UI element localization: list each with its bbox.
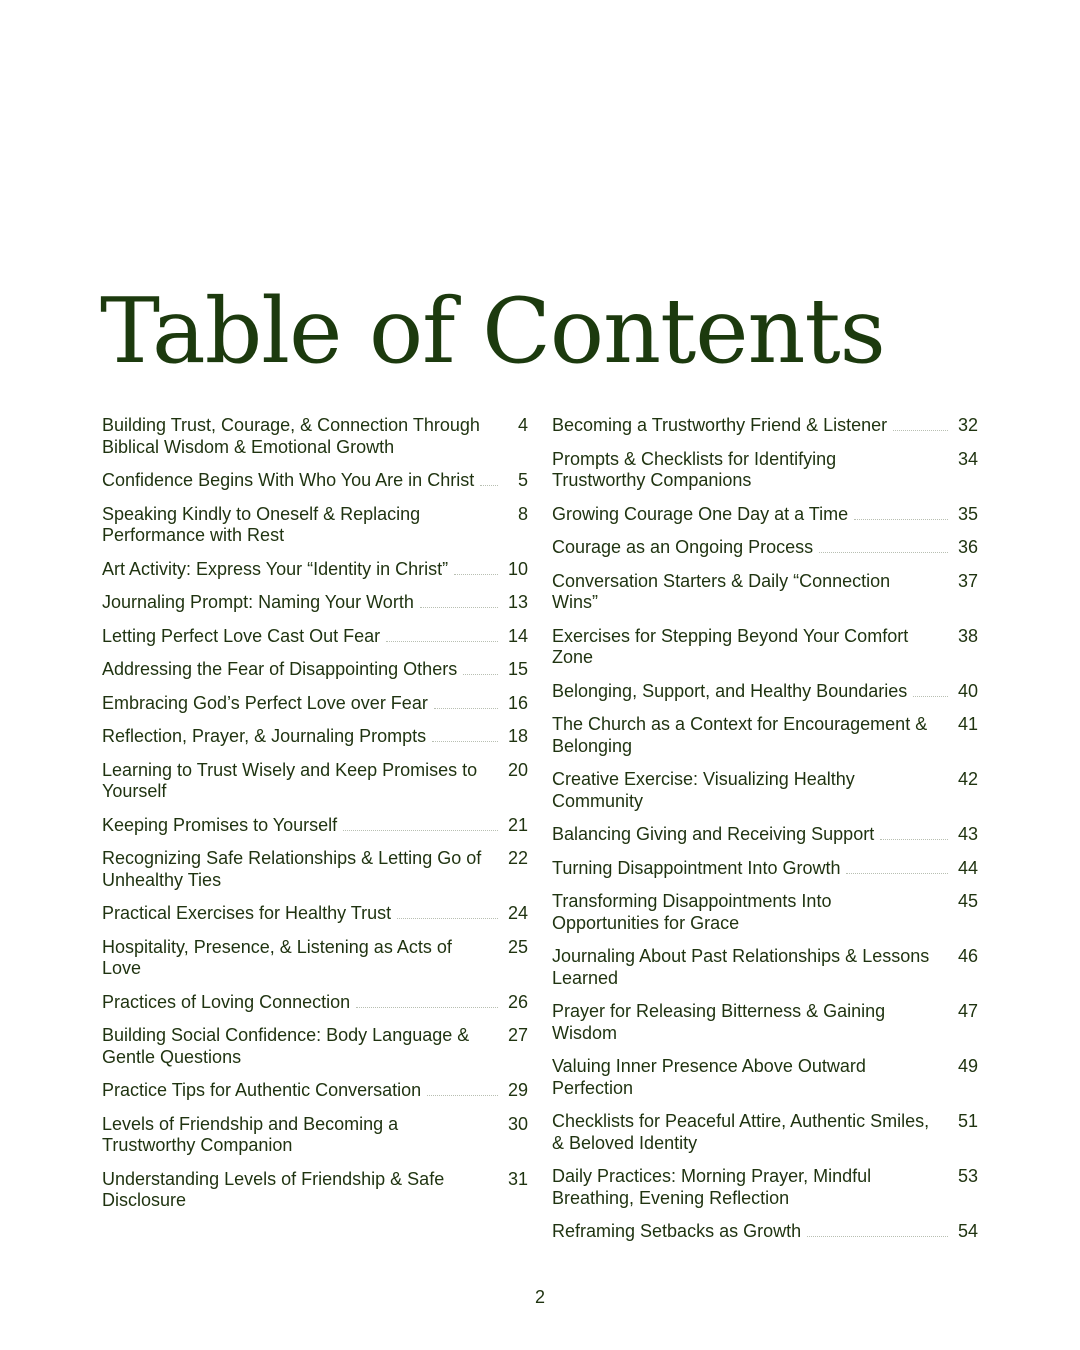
toc-entry-page: 26	[507, 991, 528, 1012]
dot-leader	[490, 848, 498, 864]
toc-entry[interactable]	[102, 848, 528, 891]
toc-entry[interactable]	[552, 1001, 978, 1044]
page-number: 2	[534, 1287, 545, 1307]
toc-entry-title: Keeping Promises to Yourself	[102, 814, 338, 835]
toc-entry[interactable]	[102, 693, 528, 715]
dot-leader	[386, 626, 498, 642]
toc-entry-page: 49	[957, 1056, 978, 1076]
dot-leader	[480, 470, 498, 486]
toc-entry-title: Prayer for Releasing Bitterness & Gaining Wisdom	[552, 1001, 886, 1043]
toc-entry-title: Understanding Levels of Friendship & Safe Disclosure	[102, 1168, 445, 1210]
toc-entry[interactable]	[552, 626, 978, 669]
toc-entry-page: 45	[957, 891, 978, 911]
toc-entry[interactable]	[552, 449, 978, 492]
toc-entry[interactable]	[102, 992, 528, 1014]
toc-entry-page: 42	[957, 769, 978, 789]
toc-entry-title: Balancing Giving and Receiving Support	[552, 824, 875, 844]
toc-entry-title: Daily Practices: Morning Prayer, Mindful Breathing, Evening Reflection	[552, 1166, 872, 1208]
toc-entry-page: 20	[507, 759, 528, 780]
toc-entry-title: Journaling About Past Relationships & Lessons Learned	[552, 946, 930, 988]
toc-entry-page: 14	[507, 625, 528, 646]
toc-entry[interactable]	[552, 1221, 978, 1243]
toc-entry-title: Building Social Confidence: Body Language & Gentle Questions	[102, 1025, 470, 1067]
toc-entry-page: 30	[507, 1113, 528, 1134]
toc-entry[interactable]	[102, 903, 528, 925]
toc-entry-page: 22	[507, 848, 528, 868]
toc-entry[interactable]	[102, 470, 528, 492]
dot-leader	[940, 1001, 948, 1017]
toc-entry[interactable]	[552, 1056, 978, 1099]
toc-entry-page: 54	[957, 1221, 978, 1241]
dot-leader	[490, 1025, 498, 1041]
toc-entry-page: 43	[957, 824, 978, 844]
toc-entry-page: 5	[517, 470, 528, 490]
toc-entry-page: 51	[957, 1111, 978, 1131]
toc-entry[interactable]	[102, 937, 528, 980]
toc-entry-title: Practice Tips for Authentic Conversation	[102, 1080, 422, 1100]
toc-entry[interactable]	[552, 681, 978, 703]
toc-entry-page: 16	[507, 692, 528, 713]
toc-column-right	[552, 415, 978, 1255]
toc-entry[interactable]	[102, 626, 528, 648]
toc-entry-title: Recognizing Safe Relationships & Letting Go of Unhealthy Ties	[102, 848, 482, 890]
dot-leader	[940, 449, 948, 465]
toc-entry[interactable]	[102, 1080, 528, 1102]
dot-leader	[490, 760, 498, 776]
toc-entry[interactable]	[102, 592, 528, 614]
toc-entry-page: 47	[957, 1001, 978, 1021]
toc-entry-page: 8	[517, 503, 528, 524]
dot-leader	[819, 537, 948, 553]
toc-column-left	[102, 415, 528, 1224]
toc-entry[interactable]	[552, 571, 978, 614]
dot-leader	[356, 992, 498, 1008]
toc-entry[interactable]	[552, 891, 978, 934]
toc-entry[interactable]	[552, 714, 978, 757]
toc-entry[interactable]	[552, 504, 978, 526]
toc-entry-page: 32	[957, 415, 978, 435]
toc-entry-title: Turning Disappointment Into Growth	[552, 857, 841, 878]
toc-entry-page: 34	[957, 448, 978, 469]
toc-entry-page: 44	[957, 857, 978, 878]
toc-entry-title: Exercises for Stepping Beyond Your Comfort Zone	[552, 625, 909, 667]
toc-entry-title: The Church as a Context for Encouragement & Belonging	[552, 714, 928, 756]
toc-entry[interactable]	[102, 1025, 528, 1068]
toc-entry-title: Conversation Starters & Daily “Connection Wins”	[552, 570, 891, 612]
toc-entry-title: Valuing Inner Presence Above Outward Perfection	[552, 1056, 866, 1098]
toc-entry-page: 37	[957, 570, 978, 591]
toc-entry[interactable]	[552, 1111, 978, 1154]
toc-entry-title: Practical Exercises for Healthy Trust	[102, 903, 392, 923]
toc-entry-page: 35	[957, 503, 978, 524]
toc-entry-page: 21	[507, 814, 528, 835]
toc-entry-page: 40	[957, 680, 978, 701]
toc-entry-page: 29	[507, 1080, 528, 1100]
toc-entry-title: Creative Exercise: Visualizing Healthy Community	[552, 769, 855, 811]
toc-entry-title: Reframing Setbacks as Growth	[552, 1221, 802, 1241]
toc-entry-page: 10	[507, 558, 528, 579]
dot-leader	[490, 1114, 498, 1130]
dot-leader	[432, 726, 498, 742]
toc-entry-title: Learning to Trust Wisely and Keep Promises to Yourself	[102, 759, 478, 801]
toc-entry[interactable]	[102, 1114, 528, 1157]
toc-entry-page: 46	[957, 946, 978, 966]
toc-entry-page: 24	[507, 903, 528, 923]
toc-entry[interactable]	[552, 858, 978, 880]
dot-leader	[454, 559, 498, 575]
toc-entry-title: Transforming Disappointments Into Opportunities for Grace	[552, 891, 832, 933]
dot-leader	[434, 693, 498, 709]
toc-entry-title: Becoming a Trustworthy Friend & Listener	[552, 415, 888, 435]
toc-entry-page: 53	[957, 1166, 978, 1186]
toc-entry-title: Checklists for Peaceful Attire, Authentic Smiles, & Beloved Identity	[552, 1111, 930, 1153]
toc-entry-title: Art Activity: Express Your “Identity in Christ”	[102, 558, 449, 579]
toc-entry[interactable]	[552, 1166, 978, 1209]
dot-leader	[397, 903, 498, 919]
toc-entry-title: Practices of Loving Connection	[102, 991, 351, 1012]
dot-leader	[490, 504, 498, 520]
toc-entry[interactable]	[102, 760, 528, 803]
dot-leader	[913, 681, 948, 697]
toc-entry-title: Courage as an Ongoing Process	[552, 537, 814, 557]
toc-entry-title: Confidence Begins With Who You Are in Christ	[102, 470, 475, 490]
dot-leader	[490, 1169, 498, 1185]
toc-entry-title: Reflection, Prayer, & Journaling Prompts	[102, 726, 427, 746]
toc-entry-page: 4	[517, 415, 528, 435]
toc-entry-page: 13	[507, 592, 528, 612]
dot-leader	[490, 415, 498, 431]
toc-entry-page: 31	[507, 1168, 528, 1189]
dot-leader	[880, 824, 948, 840]
toc-entry-title: Prompts & Checklists for Identifying Trustworthy Companions	[552, 448, 837, 490]
toc-entry-page: 15	[507, 659, 528, 679]
toc-entry-title: Letting Perfect Love Cast Out Fear	[102, 625, 381, 646]
toc-entry-page: 25	[507, 936, 528, 957]
toc-entry-page: 36	[957, 537, 978, 557]
dot-leader	[940, 1166, 948, 1182]
dot-leader	[463, 659, 498, 675]
toc-entry[interactable]	[102, 1169, 528, 1212]
dot-leader	[420, 592, 498, 608]
toc-entry-title: Levels of Friendship and Becoming a Trustworthy Companion	[102, 1113, 399, 1155]
dot-leader	[940, 571, 948, 587]
toc-entry-title: Growing Courage One Day at a Time	[552, 503, 849, 524]
toc-entry[interactable]	[102, 504, 528, 547]
dot-leader	[940, 714, 948, 730]
dot-leader	[940, 626, 948, 642]
toc-entry-page: 38	[957, 625, 978, 646]
toc-entry[interactable]	[102, 726, 528, 748]
dot-leader	[940, 769, 948, 785]
page-title: Table of Contents	[100, 279, 885, 384]
toc-entry[interactable]	[102, 815, 528, 837]
dot-leader	[940, 946, 948, 962]
toc-entry-title: Speaking Kindly to Oneself & Replacing Performance with Rest	[102, 503, 421, 545]
dot-leader	[940, 1056, 948, 1072]
toc-entry-title: Building Trust, Courage, & Connection Through Biblical Wisdom & Emotional Growth	[102, 415, 480, 457]
toc-entry-title: Belonging, Support, and Healthy Boundaries	[552, 680, 908, 701]
dot-leader	[940, 891, 948, 907]
toc-entry-title: Addressing the Fear of Disappointing Others	[102, 659, 458, 679]
dot-leader	[854, 504, 948, 520]
dot-leader	[807, 1221, 948, 1237]
toc-entry[interactable]	[552, 946, 978, 989]
toc-entry[interactable]	[552, 537, 978, 559]
toc-entry[interactable]	[552, 769, 978, 812]
toc-entry-page: 27	[507, 1025, 528, 1045]
toc-entry-page: 18	[507, 726, 528, 746]
toc-entry[interactable]	[102, 415, 528, 458]
dot-leader	[893, 415, 948, 431]
toc-entry[interactable]	[102, 559, 528, 581]
toc-entry[interactable]	[102, 659, 528, 681]
toc-entry-title: Journaling Prompt: Naming Your Worth	[102, 592, 414, 612]
toc-entry-page: 41	[957, 714, 978, 734]
toc-entry-title: Embracing God’s Perfect Love over Fear	[102, 692, 428, 713]
dot-leader	[490, 937, 498, 953]
toc-entry[interactable]	[552, 824, 978, 846]
dot-leader	[940, 1111, 948, 1127]
toc-entry-title: Hospitality, Presence, & Listening as Acts of Love	[102, 936, 452, 978]
dot-leader	[427, 1080, 498, 1096]
dot-leader	[343, 815, 498, 831]
toc-entry[interactable]	[552, 415, 978, 437]
dot-leader	[846, 858, 948, 874]
